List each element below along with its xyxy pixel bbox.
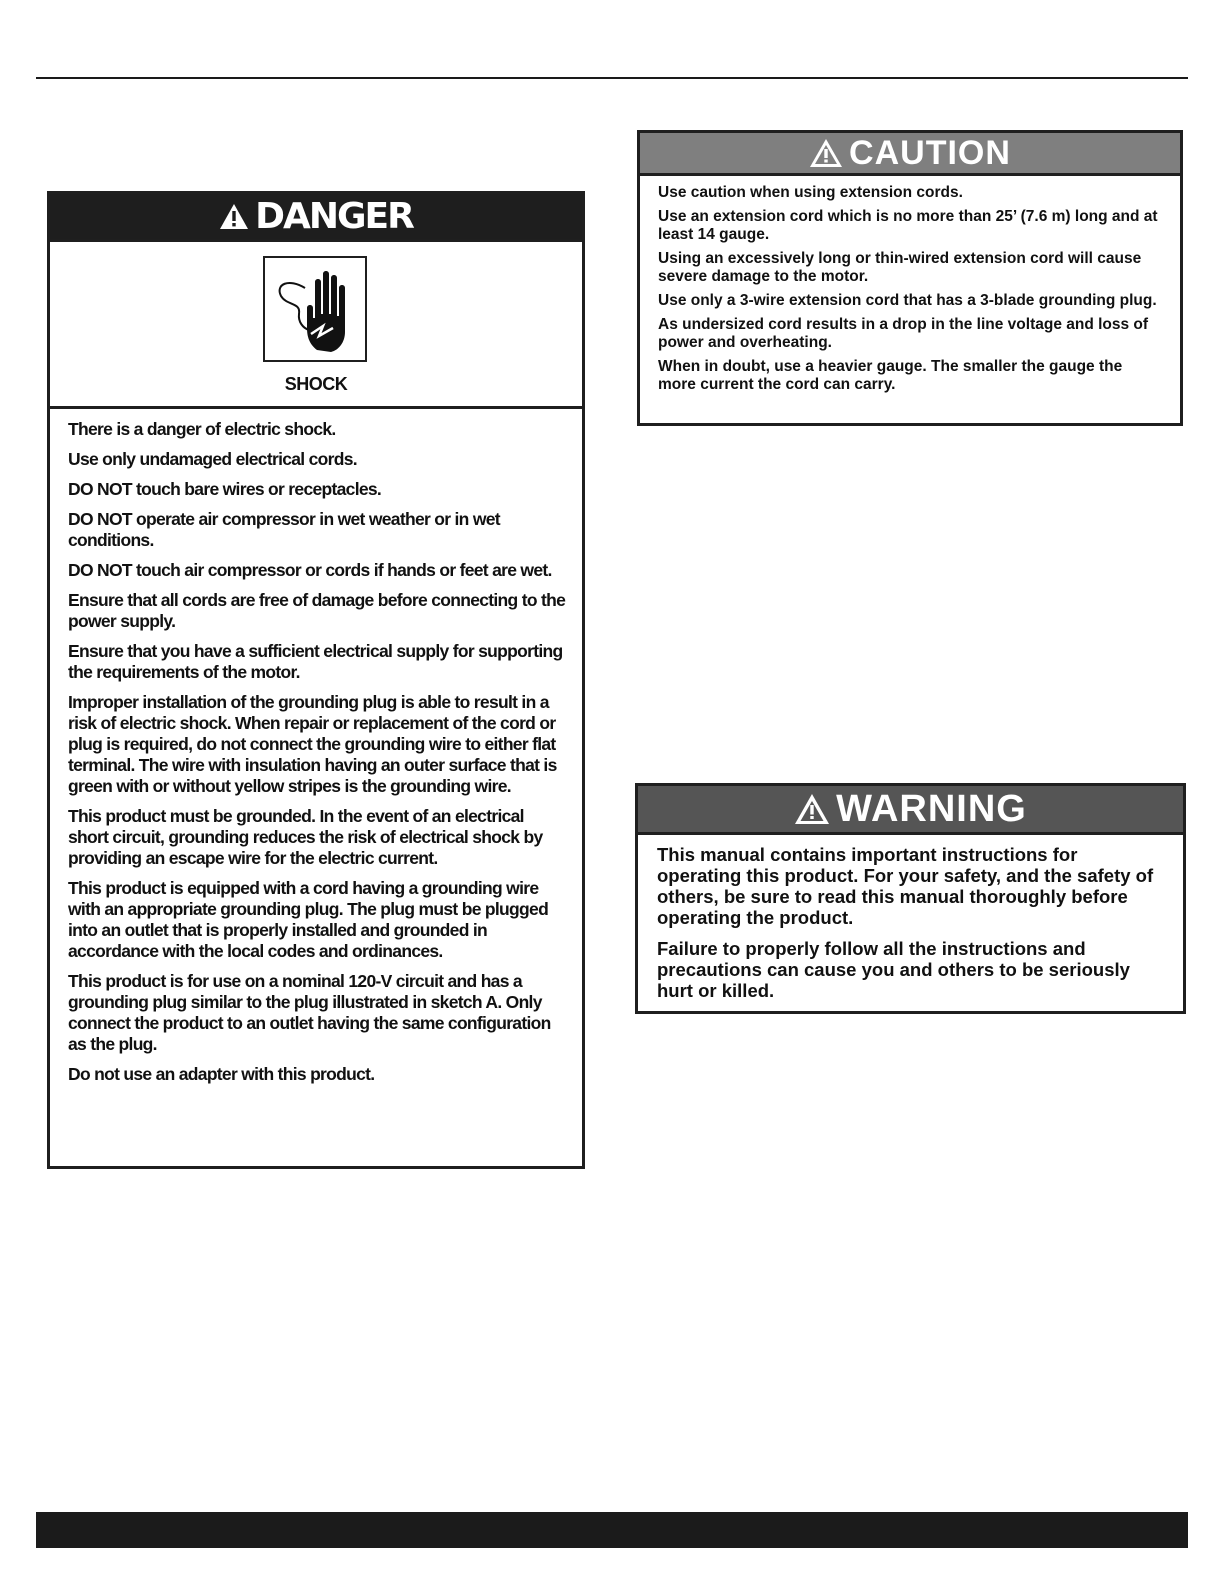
warning-list [638,835,1183,1001]
alert-triangle-icon [219,203,249,230]
danger-item: DO NOT operate air compressor in wet weather or in wet conditions. [68,509,500,550]
danger-header [50,194,582,242]
danger-item: Ensure that you have a sufficient electrical supply for supporting the requirements of the motor. [68,641,563,682]
caution-item: Using an excessively long or thin-wired extension cord will cause severe damage to the motor. [658,250,1142,285]
danger-item: This product is for use on a nominal 120-V circuit and has a grounding plug similar to the plug illustrated in sketch A. Only connect the product to an outlet having the same configuration as the plug. [68,971,551,1054]
header-rule [36,77,1188,79]
caution-title: CAUTION [849,134,1011,172]
danger-item: There is a danger of electric shock. [68,419,336,439]
danger-list [50,409,582,1085]
danger-item: This product is equipped with a cord having a grounding wire with an appropriate grounding plug. The plug must be plugged into an outlet that is properly installed and grounded in accordance with the local codes and ordinances. [68,878,549,961]
footer-bar [36,1512,1188,1548]
caution-item: Use caution when using extension cords. [658,184,963,201]
warning-item: This manual contains important instructions for operating this product. For your safety, and the safety of others, be sure to read this manual thoroughly before operating the product. [657,844,1154,928]
shock-caption: SHOCK [284,374,348,394]
danger-item: Do not use an adapter with this product. [68,1064,375,1084]
warning-item: Failure to properly follow all the instructions and precautions can cause you and others to be seriously hurt or killed. [657,938,1130,1001]
alert-triangle-icon [809,138,843,168]
warning-header [638,786,1183,835]
danger-item: DO NOT touch air compressor or cords if hands or feet are wet. [68,560,552,580]
caution-item: As undersized cord results in a drop in the line voltage and loss of power and overheating. [658,316,1149,351]
danger-item: Ensure that all cords are free of damage before connecting to the power supply. [68,590,566,631]
warning-panel [635,783,1186,1014]
warning-title: WARNING [836,788,1027,830]
danger-item: DO NOT touch bare wires or receptacles. [68,479,382,499]
caution-panel [637,130,1183,426]
danger-panel [47,191,585,1169]
danger-item: This product must be grounded. In the event of an electrical short circuit, grounding reduces the risk of electrical shock by providing an escape wire for the electric current. [68,806,543,868]
alert-triangle-icon [794,793,830,825]
danger-item: Use only undamaged electrical cords. [68,449,357,469]
danger-item: Improper installation of the grounding plug is able to result in a risk of electric shock. When repair or replacement of the cord or plug is required, do not connect the grounding wire to either flat terminal. The wire with insulation having an outer surface that is green with or without yellow stripes is the grounding wire. [68,692,557,796]
caution-item: Use only a 3-wire extension cord that has a 3-blade grounding plug. [658,292,1157,309]
caution-header [640,133,1180,176]
caution-item: When in doubt, use a heavier gauge. The smaller the gauge the more current the cord can carry. [658,358,1123,393]
caution-list [640,176,1180,394]
electric-shock-hand-icon [263,256,367,362]
shock-symbol-area [50,242,582,409]
caution-item: Use an extension cord which is no more than 25’ (7.6 m) long and at least 14 gauge. [658,208,1158,243]
danger-title: DANGER [255,195,413,237]
